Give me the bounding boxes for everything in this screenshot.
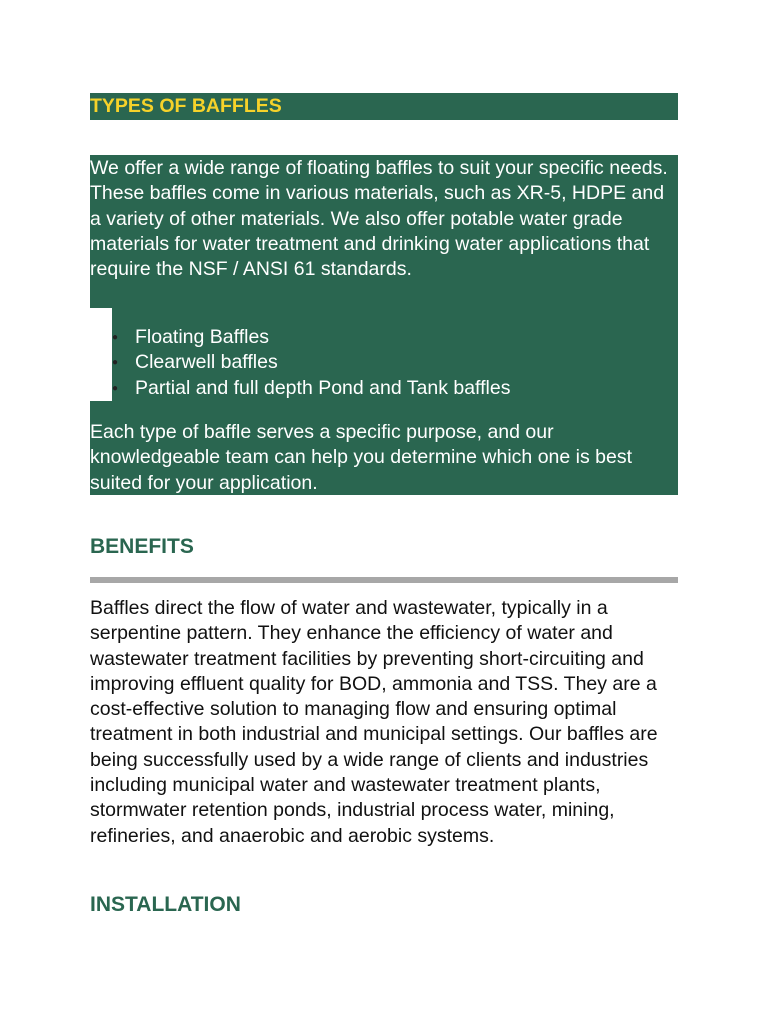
list-item [90, 325, 678, 350]
bullet-icon: ● [112, 332, 119, 343]
list-item-label: Partial and full depth Pond and Tank baffles [135, 376, 511, 399]
list-item-label: Floating Baffles [135, 326, 270, 348]
types-intro-paragraph: We offer a wide range of floating baffles to suit your specific needs. These baffles come in various materials, such as XR-5, HDPE and a variety of other materials. We also offer potable water grade materials for water treatment and drinking water applications that require the NSF / ANSI 61 standards. [90, 157, 668, 281]
list-item [90, 376, 678, 401]
baffle-types-list [90, 325, 678, 401]
bullet-icon: ● [112, 382, 119, 394]
types-closing-paragraph: Each type of baffle serves a specific purpose, and our knowledgeable team can help you determine which one is best suited for your application. [90, 421, 633, 494]
installation-heading: INSTALLATION [90, 893, 241, 916]
benefits-heading: BENEFITS [90, 535, 194, 558]
types-of-baffles-heading: TYPES OF BAFFLES [90, 93, 678, 120]
benefits-paragraph: Baffles direct the flow of water and wastewater, typically in a serpentine pattern. They enhance the efficiency of water and wastewater treatment facilities by preventing short-circuiting and improving effluent quality for BOD, ammonia and TSS. They are a cost-effective solution to managing flow and ensuring optimal treatment in both industrial and municipal settings. Our baffles are being successfully used by a wide range of clients and industries including municipal water and wastewater treatment plants, stormwater retention ponds, industrial process water, mining, refineries, and anaerobic and aerobic systems. [90, 597, 658, 847]
list-item [90, 350, 678, 375]
bullet-icon: ● [112, 357, 119, 369]
section-divider [90, 577, 678, 583]
list-item-label: Clearwell baffles [135, 351, 278, 374]
